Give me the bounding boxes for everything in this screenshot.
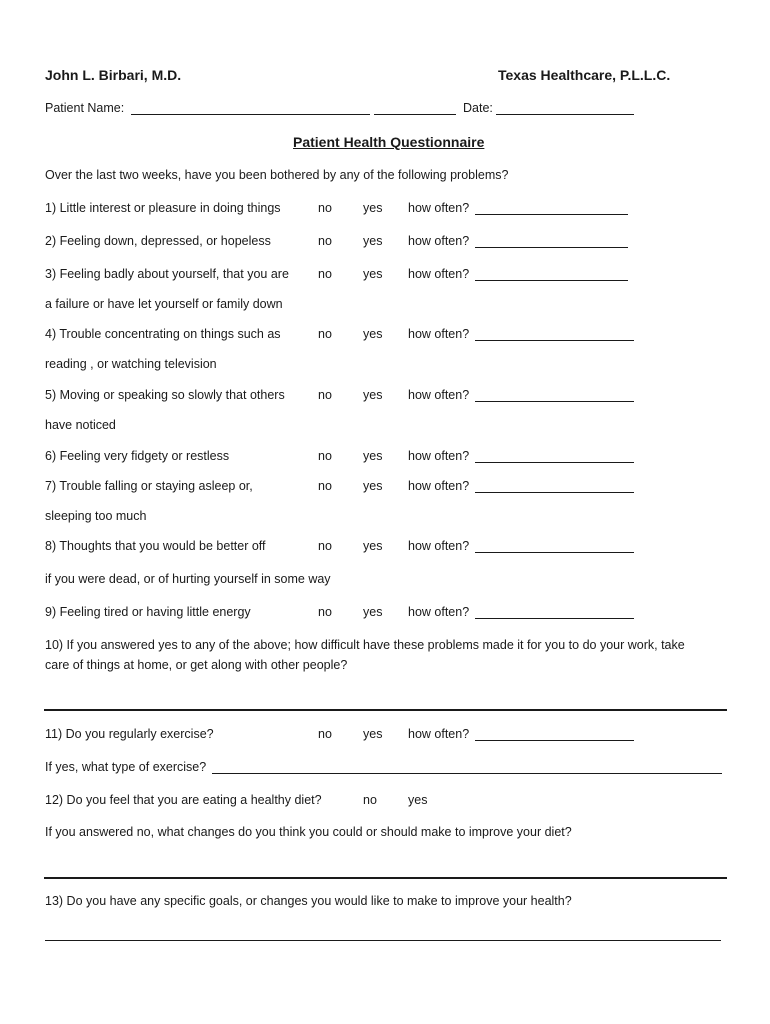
q2-how-often-field[interactable] <box>475 247 628 248</box>
practice-name: Texas Healthcare, P.L.L.C. <box>498 67 671 83</box>
page-title: Patient Health Questionnaire <box>293 134 485 150</box>
question-11: 11) Do you regularly exercise? <box>45 727 214 741</box>
q12-yes-option[interactable]: yes <box>408 793 428 807</box>
q11-yes-option[interactable]: yes <box>363 727 383 741</box>
doctor-name: John L. Birbari, M.D. <box>45 67 182 83</box>
q5-how-often-label: how often? <box>408 388 470 402</box>
q1-how-often-field[interactable] <box>475 214 628 215</box>
question-6: 6) Feeling very fidgety or restless <box>45 449 230 463</box>
question-7: 7) Trouble falling or staying asleep or, <box>45 479 253 493</box>
q12-no-option[interactable]: no <box>363 793 377 807</box>
q1-how-often-label: how often? <box>408 201 470 215</box>
q2-how-often-label: how often? <box>408 234 470 248</box>
q5-yes-option[interactable]: yes <box>363 388 383 402</box>
question-5-continued: have noticed <box>45 418 116 432</box>
patient-name-label: Patient Name: <box>45 101 125 115</box>
q6-how-often-field[interactable] <box>475 462 634 463</box>
exercise-type-label: If yes, what type of exercise? <box>45 760 207 774</box>
q7-how-often-label: how often? <box>408 479 470 493</box>
q8-how-often-field[interactable] <box>475 552 634 553</box>
question-10-continued: care of things at home, or get along with other people? <box>45 658 348 672</box>
q9-yes-option[interactable]: yes <box>363 605 383 619</box>
q9-how-often-label: how often? <box>408 605 470 619</box>
question-9: 9) Feeling tired or having little energy <box>45 605 251 619</box>
q4-how-often-field[interactable] <box>475 340 634 341</box>
patient-name-field[interactable] <box>131 114 370 115</box>
exercise-type-field[interactable] <box>212 773 722 774</box>
q11-how-often-field[interactable] <box>475 740 634 741</box>
q3-how-often-field[interactable] <box>475 280 628 281</box>
q7-yes-option[interactable]: yes <box>363 479 383 493</box>
question-4: 4) Trouble concentrating on things such as <box>45 327 281 341</box>
date-label: Date: <box>463 101 493 115</box>
q1-no-option[interactable]: no <box>318 201 332 215</box>
q11-no-option[interactable]: no <box>318 727 332 741</box>
question-3-continued: a failure or have let yourself or family down <box>45 297 283 311</box>
q5-no-option[interactable]: no <box>318 388 332 402</box>
question-5: 5) Moving or speaking so slowly that others <box>45 388 285 402</box>
q4-no-option[interactable]: no <box>318 327 332 341</box>
q9-how-often-field[interactable] <box>475 618 634 619</box>
q9-no-option[interactable]: no <box>318 605 332 619</box>
q6-yes-option[interactable]: yes <box>363 449 383 463</box>
q10-answer-line[interactable] <box>44 709 727 711</box>
question-12: 12) Do you feel that you are eating a healthy diet? <box>45 793 322 807</box>
q6-how-often-label: how often? <box>408 449 470 463</box>
q5-how-often-field[interactable] <box>475 401 634 402</box>
question-1: 1) Little interest or pleasure in doing things <box>45 201 281 215</box>
question-8-continued: if you were dead, or of hurting yourself in some way <box>45 572 331 586</box>
date-field[interactable] <box>496 114 634 115</box>
q6-no-option[interactable]: no <box>318 449 332 463</box>
q7-how-often-field[interactable] <box>475 492 634 493</box>
question-10: 10) If you answered yes to any of the above; how difficult have these problems made it for you to do your work, take <box>45 638 685 652</box>
q3-no-option[interactable]: no <box>318 267 332 281</box>
q3-how-often-label: how often? <box>408 267 470 281</box>
q3-yes-option[interactable]: yes <box>363 267 383 281</box>
patient-name-field-extra[interactable] <box>374 114 456 115</box>
q8-yes-option[interactable]: yes <box>363 539 383 553</box>
question-13: 13) Do you have any specific goals, or changes you would like to make to improve your health? <box>45 894 572 908</box>
q8-how-often-label: how often? <box>408 539 470 553</box>
question-7-continued: sleeping too much <box>45 509 147 523</box>
goals-answer-line[interactable] <box>45 940 721 941</box>
q2-no-option[interactable]: no <box>318 234 332 248</box>
q4-how-often-label: how often? <box>408 327 470 341</box>
question-8: 8) Thoughts that you would be better off <box>45 539 266 553</box>
intro-text: Over the last two weeks, have you been bothered by any of the following problems? <box>45 168 509 182</box>
q7-no-option[interactable]: no <box>318 479 332 493</box>
q1-yes-option[interactable]: yes <box>363 201 383 215</box>
q2-yes-option[interactable]: yes <box>363 234 383 248</box>
q11-how-often-label: how often? <box>408 727 470 741</box>
q8-no-option[interactable]: no <box>318 539 332 553</box>
question-2: 2) Feeling down, depressed, or hopeless <box>45 234 271 248</box>
q4-yes-option[interactable]: yes <box>363 327 383 341</box>
question-4-continued: reading , or watching television <box>45 357 217 371</box>
diet-changes-question: If you answered no, what changes do you think you could or should make to improve your diet? <box>45 825 572 839</box>
diet-answer-line[interactable] <box>44 877 727 879</box>
question-3: 3) Feeling badly about yourself, that you are <box>45 267 289 281</box>
